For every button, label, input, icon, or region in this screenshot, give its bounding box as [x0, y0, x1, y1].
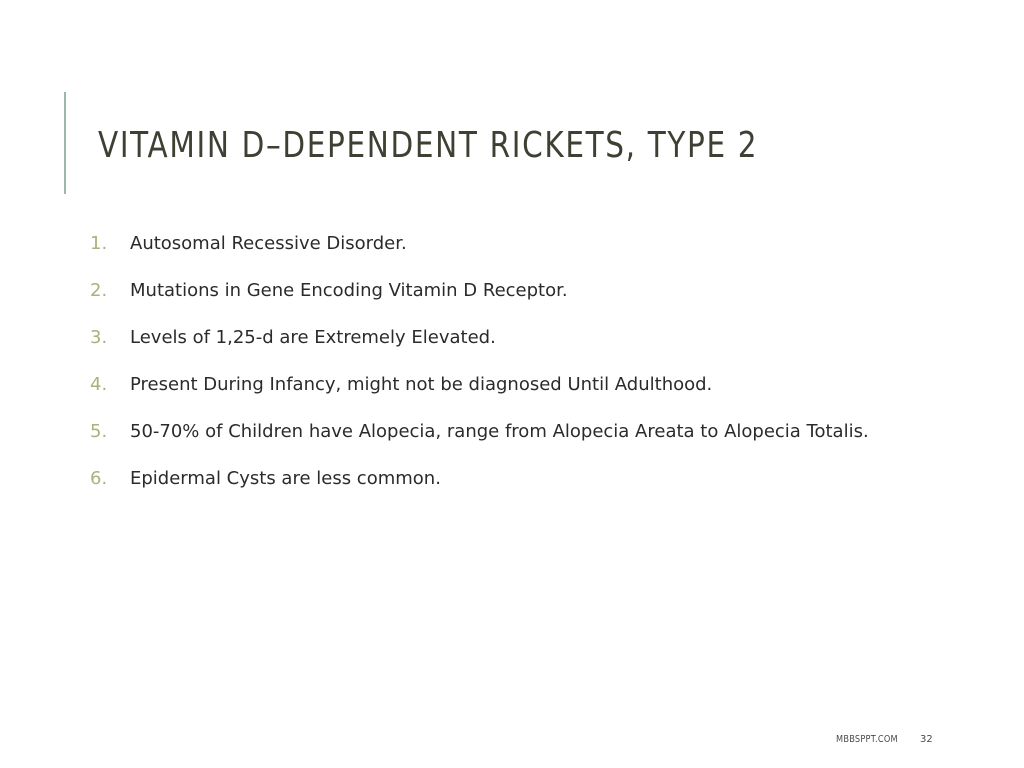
list-item-number: 2.	[90, 280, 108, 301]
list-item-number: 4.	[90, 374, 108, 395]
list-item	[90, 465, 933, 492]
list-item-text: 50-70% of Children have Alopecia, range from Alopecia Areata to Alopecia Totalis.	[130, 421, 869, 442]
list-item	[90, 230, 933, 257]
list-item-text: Mutations in Gene Encoding Vitamin D Receptor.	[130, 280, 568, 301]
list-item-text: Present During Infancy, might not be diagnosed Until Adulthood.	[130, 374, 713, 395]
list-item	[90, 371, 933, 398]
slide-title: VITAMIN D–DEPENDENT RICKETS, TYPE 2	[98, 125, 759, 166]
list-item-text: Levels of 1,25-d are Extremely Elevated.	[130, 327, 496, 348]
list-item-number: 5.	[90, 421, 108, 442]
list-item-text: Autosomal Recessive Disorder.	[130, 233, 407, 254]
list-item	[90, 418, 933, 445]
list-item	[90, 277, 933, 304]
list-item	[90, 324, 933, 351]
list-item-number: 1.	[90, 233, 108, 254]
list-item-text: Epidermal Cysts are less common.	[130, 468, 441, 489]
bullet-list	[90, 230, 933, 492]
list-item-number: 3.	[90, 327, 108, 348]
footer-site-label: MBBSPPT.COM	[836, 734, 898, 745]
list-item-number: 6.	[90, 468, 108, 489]
title-accent-bar	[64, 92, 66, 194]
slide-number: 32	[920, 734, 933, 745]
